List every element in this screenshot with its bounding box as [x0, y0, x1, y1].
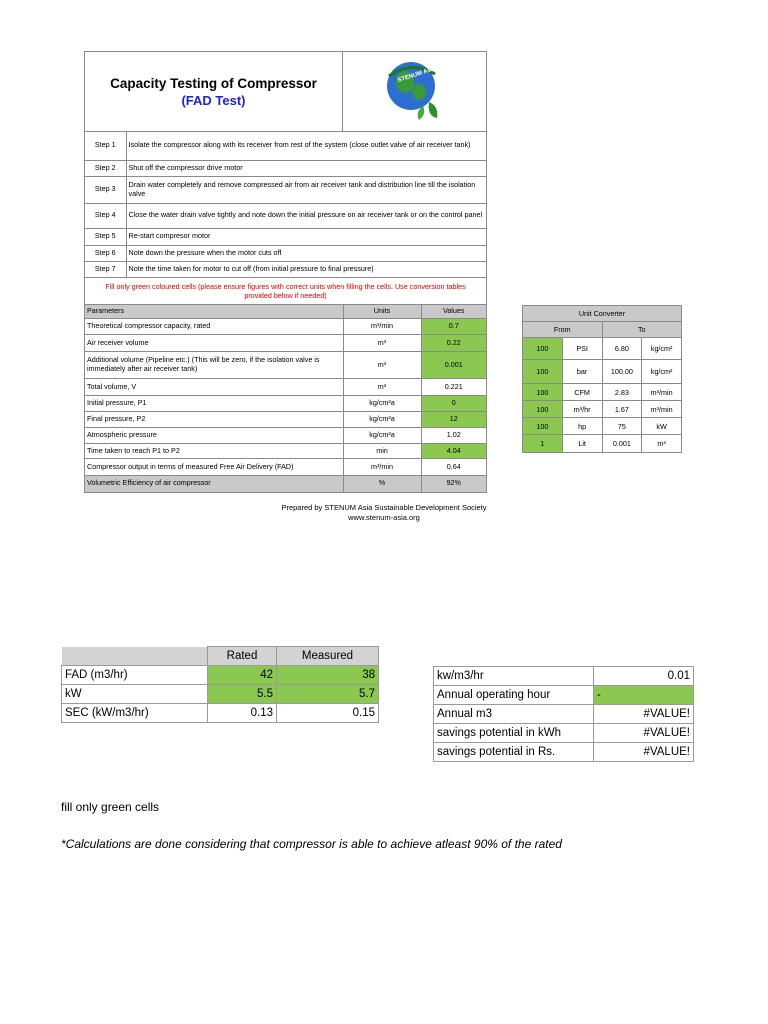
step-text: Isolate the compressor along with its receiver from rest of the system (close outlet valve of air receiver tank) [126, 132, 486, 160]
converter-to-unit: m³/min [642, 401, 682, 418]
table-row [62, 666, 379, 685]
param-value-input[interactable]: 12 [421, 412, 486, 428]
param-units: m³ [343, 352, 421, 379]
converter-from-value-input[interactable]: 100 [523, 338, 563, 360]
step-label: Step 4 [85, 203, 126, 228]
step-label: Step 3 [85, 176, 126, 203]
param-value: 1.02 [421, 428, 486, 444]
converter-from-unit: bar [562, 360, 602, 384]
stenum-logo [343, 52, 486, 131]
param-name: Time taken to reach P1 to P2 [85, 444, 343, 459]
table-row [523, 401, 682, 418]
converter-from-unit: hp [562, 418, 602, 435]
rated-value: 0.13 [208, 704, 277, 723]
table-row [85, 335, 486, 352]
table-row [85, 412, 486, 428]
param-value: 0.221 [421, 379, 486, 396]
table-row [85, 379, 486, 396]
sheet-header [85, 52, 486, 132]
empty-header-cell [62, 647, 208, 666]
param-value-input[interactable]: 0 [421, 396, 486, 412]
row-label: kw/m3/hr [434, 667, 594, 686]
table-row [523, 418, 682, 435]
converter-to-value: 2.83 [602, 384, 642, 401]
param-name: Additional volume (Pipeline etc.) (This will be zero, if the isolation valve is immediately after air receiver tank) [85, 352, 343, 379]
param-units: kg/cm²a [343, 396, 421, 412]
table-row [434, 743, 694, 762]
param-value-input[interactable]: 0.22 [421, 335, 486, 352]
param-units: kg/cm²a [343, 412, 421, 428]
page-subtitle: (FAD Test) [181, 92, 246, 108]
converter-to-unit: kg/cm² [642, 338, 682, 360]
row-value: 0.01 [594, 667, 694, 686]
col-header-rated: Rated [208, 647, 277, 666]
param-units: m³/min [343, 459, 421, 476]
table-row [523, 435, 682, 453]
step-text: Close the water drain valve tightly and note down the initial pressure on air receiver tank or on the control panel [126, 203, 486, 228]
param-name: Initial pressure, P1 [85, 396, 343, 412]
row-label: Annual m3 [434, 705, 594, 724]
step-label: Step 7 [85, 261, 126, 277]
table-row [85, 261, 486, 277]
converter-to-header: To [602, 322, 682, 338]
calculation-note: *Calculations are done considering that compressor is able to achieve atleast 90% of the rated [61, 837, 562, 851]
table-row [85, 396, 486, 412]
fill-green-note: fill only green cells [61, 800, 160, 814]
prepared-by [84, 503, 684, 523]
measured-value-input[interactable]: 38 [277, 666, 379, 685]
row-label: savings potential in kWh [434, 724, 594, 743]
converter-to-value: 0.001 [602, 435, 642, 453]
converter-to-unit: m³/min [642, 384, 682, 401]
rated-value-input[interactable]: 42 [208, 666, 277, 685]
param-name: Volumetric Efficiency of air compressor [85, 476, 343, 492]
table-row [85, 352, 486, 379]
fad-test-sheet [84, 51, 487, 493]
table-row [85, 476, 486, 492]
converter-from-unit: PSI [562, 338, 602, 360]
step-text: Shut off the compressor drive motor [126, 160, 486, 176]
converter-title-row [523, 306, 682, 322]
step-label: Step 2 [85, 160, 126, 176]
table-row [523, 384, 682, 401]
converter-from-unit: m³/hr [562, 401, 602, 418]
steps-table [85, 132, 486, 278]
row-value: #VALUE! [594, 724, 694, 743]
logo-text: STENUM Asia [397, 66, 437, 84]
page-title: Capacity Testing of Compressor [110, 75, 317, 91]
converter-from-value-input[interactable]: 1 [523, 435, 563, 453]
title-block [85, 52, 343, 131]
table-row [85, 319, 486, 335]
unit-converter-table [522, 305, 682, 453]
table-row [85, 132, 486, 160]
converter-from-value-input[interactable]: 100 [523, 360, 563, 384]
step-text: Note the time taken for motor to cut off (from initial pressure to final pressure) [126, 261, 486, 277]
param-name: Atmospheric pressure [85, 428, 343, 444]
col-header-units: Units [343, 305, 421, 319]
param-units: min [343, 444, 421, 459]
table-row [85, 428, 486, 444]
param-units: % [343, 476, 421, 492]
param-value-input[interactable]: 0.7 [421, 319, 486, 335]
website-link[interactable]: www.stenum-asia.org [348, 513, 420, 523]
table-row [523, 360, 682, 384]
table-row [85, 228, 486, 245]
converter-from-value-input[interactable]: 100 [523, 418, 563, 435]
row-value: #VALUE! [594, 743, 694, 762]
fill-instructions: Fill only green coloured cells (please ensure figures with correct units when filling the cells. Use conversion tables provided below if needed) [85, 278, 486, 305]
param-name: Air receiver volume [85, 335, 343, 352]
step-label: Step 6 [85, 245, 126, 261]
converter-from-value-input[interactable]: 100 [523, 401, 563, 418]
param-value: 0.64 [421, 459, 486, 476]
row-label: Annual operating hour [434, 686, 594, 705]
col-header-parameters: Parameters [85, 305, 343, 319]
param-units: m³/min [343, 319, 421, 335]
param-value-input[interactable]: 4.04 [421, 444, 486, 459]
table-row [85, 245, 486, 261]
table-header-row [85, 305, 486, 319]
row-label: kW [62, 685, 208, 704]
annual-savings-table [433, 666, 694, 762]
table-header-row [62, 647, 379, 666]
rated-measured-table [61, 646, 379, 723]
param-value-input[interactable]: 0.001 [421, 352, 486, 379]
converter-to-unit: m³ [642, 435, 682, 453]
measured-value: 0.15 [277, 704, 379, 723]
converter-from-value-input[interactable]: 100 [523, 384, 563, 401]
table-row [85, 203, 486, 228]
converter-to-value: 6.80 [602, 338, 642, 360]
col-header-measured: Measured [277, 647, 379, 666]
param-units: m³ [343, 335, 421, 352]
table-row [62, 704, 379, 723]
converter-header-row [523, 322, 682, 338]
table-row [85, 444, 486, 459]
param-value: 92% [421, 476, 486, 492]
globe-logo-icon [343, 52, 486, 130]
row-label: FAD (m3/hr) [62, 666, 208, 685]
row-label: SEC (kW/m3/hr) [62, 704, 208, 723]
step-text: Note down the pressure when the motor cuts off [126, 245, 486, 261]
param-units: kg/cm²a [343, 428, 421, 444]
table-row [523, 338, 682, 360]
param-name: Final pressure, P2 [85, 412, 343, 428]
converter-to-unit: kg/cm² [642, 360, 682, 384]
table-row [85, 176, 486, 203]
rated-value-input[interactable]: 5.5 [208, 685, 277, 704]
converter-title: Unit Converter [523, 306, 682, 322]
param-name: Theoretical compressor capacity, rated [85, 319, 343, 335]
row-value: #VALUE! [594, 705, 694, 724]
prepared-by-text: Prepared by STENUM Asia Sustainable Development Society [281, 503, 487, 512]
table-row [85, 459, 486, 476]
parameters-table [85, 305, 486, 492]
step-label: Step 1 [85, 132, 126, 160]
row-label: savings potential in Rs. [434, 743, 594, 762]
param-units: m³ [343, 379, 421, 396]
step-text: Re-start compresor motor [126, 228, 486, 245]
table-row [434, 667, 694, 686]
table-row [434, 724, 694, 743]
converter-to-value: 75 [602, 418, 642, 435]
col-header-values: Values [421, 305, 486, 319]
table-row [434, 705, 694, 724]
converter-from-unit: Lit [562, 435, 602, 453]
converter-to-unit: kW [642, 418, 682, 435]
operating-hour-input[interactable]: - [594, 686, 694, 705]
measured-value-input[interactable]: 5.7 [277, 685, 379, 704]
step-label: Step 5 [85, 228, 126, 245]
param-name: Total volume, V [85, 379, 343, 396]
param-name: Compressor output in terms of measured Free Air Delivery (FAD) [85, 459, 343, 476]
table-row [434, 686, 694, 705]
table-row [85, 160, 486, 176]
converter-to-value: 1.67 [602, 401, 642, 418]
table-row [62, 685, 379, 704]
converter-from-unit: CFM [562, 384, 602, 401]
converter-to-value: 100.00 [602, 360, 642, 384]
converter-from-header: From [523, 322, 603, 338]
step-text: Drain water completely and remove compressed air from air receiver tank and distribution line till the isolation valve [126, 176, 486, 203]
